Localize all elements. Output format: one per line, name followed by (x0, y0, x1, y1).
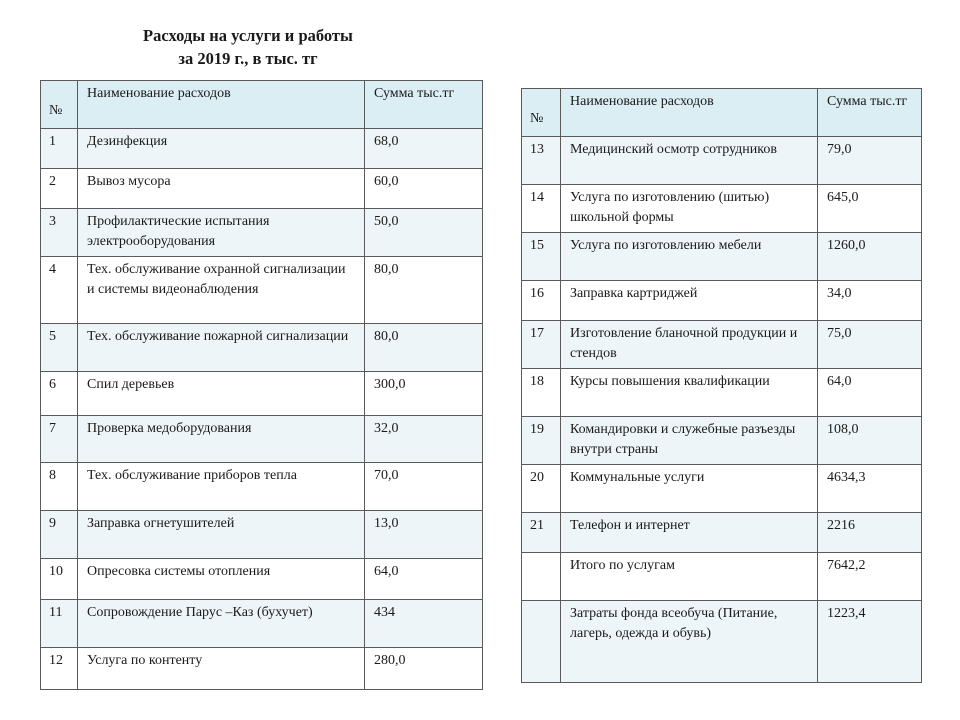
fund-row (522, 601, 922, 683)
row-name: Услуга по контенту (78, 648, 365, 690)
header-sum: Сумма тыс.тг (818, 89, 922, 137)
table-header-row (41, 81, 483, 129)
row-num: 10 (41, 559, 78, 600)
table-row (522, 137, 922, 185)
row-num: 1 (41, 129, 78, 169)
header-num-cell (522, 89, 561, 137)
total-row (522, 553, 922, 601)
row-num: 8 (41, 463, 78, 511)
row-sum: 79,0 (818, 137, 922, 185)
row-name: Тех. обслуживание охранной сигнализации и системы видеонаблюдения (78, 257, 365, 324)
expenses-table-left (40, 80, 483, 690)
header-num-cell (41, 81, 78, 129)
header-name: Наименование расходов (561, 89, 818, 137)
row-num: 14 (522, 185, 561, 233)
row-sum: 75,0 (818, 321, 922, 369)
row-sum: 64,0 (818, 369, 922, 417)
row-num: 12 (41, 648, 78, 690)
table-row (522, 513, 922, 553)
row-num: 4 (41, 257, 78, 324)
row-num (522, 601, 561, 683)
table-row (41, 257, 483, 324)
row-sum: 50,0 (365, 209, 483, 257)
table-row (41, 648, 483, 690)
row-name: Командировки и служебные разъезды внутри страны (561, 417, 818, 465)
row-num: 5 (41, 324, 78, 372)
row-sum: 80,0 (365, 324, 483, 372)
header-name: Наименование расходов (78, 81, 365, 129)
row-sum: 1260,0 (818, 233, 922, 281)
row-sum: 34,0 (818, 281, 922, 321)
header-sum: Сумма тыс.тг (365, 81, 483, 129)
row-num: 11 (41, 600, 78, 648)
table-row (41, 372, 483, 416)
row-name: Опресовка системы отопления (78, 559, 365, 600)
row-name: Телефон и интернет (561, 513, 818, 553)
row-name: Тех. обслуживание приборов тепла (78, 463, 365, 511)
row-name: Спил деревьев (78, 372, 365, 416)
table-row (522, 281, 922, 321)
row-name: Вывоз мусора (78, 169, 365, 209)
row-name: Заправка картриджей (561, 281, 818, 321)
row-name: Услуга по изготовлению (шитью) школьной формы (561, 185, 818, 233)
table-row (41, 559, 483, 600)
row-sum: 7642,2 (818, 553, 922, 601)
row-sum: 32,0 (365, 416, 483, 463)
table-row (522, 233, 922, 281)
row-name: Профилактические испытания электрооборудования (78, 209, 365, 257)
table-header-row (522, 89, 922, 137)
document-title (118, 24, 378, 70)
table-row (41, 129, 483, 169)
table-row (41, 511, 483, 559)
header-num: № (530, 111, 544, 126)
row-num: 2 (41, 169, 78, 209)
row-sum: 280,0 (365, 648, 483, 690)
table-row (41, 169, 483, 209)
row-sum: 645,0 (818, 185, 922, 233)
table-row (41, 209, 483, 257)
row-sum: 60,0 (365, 169, 483, 209)
row-num: 19 (522, 417, 561, 465)
row-sum: 300,0 (365, 372, 483, 416)
table-row (41, 416, 483, 463)
row-name: Услуга по изготовлению мебели (561, 233, 818, 281)
table-row (522, 417, 922, 465)
table-row (522, 185, 922, 233)
table-row (41, 463, 483, 511)
row-sum: 2216 (818, 513, 922, 553)
row-num: 7 (41, 416, 78, 463)
row-sum: 68,0 (365, 129, 483, 169)
header-num: № (49, 103, 63, 118)
row-name: Медицинский осмотр сотрудников (561, 137, 818, 185)
table-row (522, 369, 922, 417)
row-name: Дезинфекция (78, 129, 365, 169)
row-num: 17 (522, 321, 561, 369)
row-num: 20 (522, 465, 561, 513)
row-num: 16 (522, 281, 561, 321)
row-sum: 70,0 (365, 463, 483, 511)
row-num (522, 553, 561, 601)
row-sum: 64,0 (365, 559, 483, 600)
table-row (41, 324, 483, 372)
row-sum: 80,0 (365, 257, 483, 324)
row-name: Затраты фонда всеобуча (Питание, лагерь, одежда и обувь) (561, 601, 818, 683)
row-sum: 4634,3 (818, 465, 922, 513)
table-row (41, 600, 483, 648)
row-name: Итого по услугам (561, 553, 818, 601)
row-num: 6 (41, 372, 78, 416)
expenses-table-right (521, 88, 922, 683)
row-num: 21 (522, 513, 561, 553)
row-name: Курсы повышения квалификации (561, 369, 818, 417)
row-name: Сопровождение Парус –Каз (бухучет) (78, 600, 365, 648)
row-num: 13 (522, 137, 561, 185)
table-row (522, 465, 922, 513)
row-sum: 1223,4 (818, 601, 922, 683)
row-name: Изготовление бланочной продукции и стендов (561, 321, 818, 369)
row-sum: 434 (365, 600, 483, 648)
title-line-1: Расходы на услуги и работы (143, 26, 353, 45)
table-row (522, 321, 922, 369)
row-num: 15 (522, 233, 561, 281)
row-name: Заправка огнетушителей (78, 511, 365, 559)
title-line-2: за 2019 г., в тыс. тг (178, 49, 318, 68)
row-num: 9 (41, 511, 78, 559)
row-sum: 13,0 (365, 511, 483, 559)
row-num: 3 (41, 209, 78, 257)
row-num: 18 (522, 369, 561, 417)
row-name: Проверка медоборудования (78, 416, 365, 463)
row-name: Тех. обслуживание пожарной сигнализации (78, 324, 365, 372)
row-sum: 108,0 (818, 417, 922, 465)
row-name: Коммунальные услуги (561, 465, 818, 513)
